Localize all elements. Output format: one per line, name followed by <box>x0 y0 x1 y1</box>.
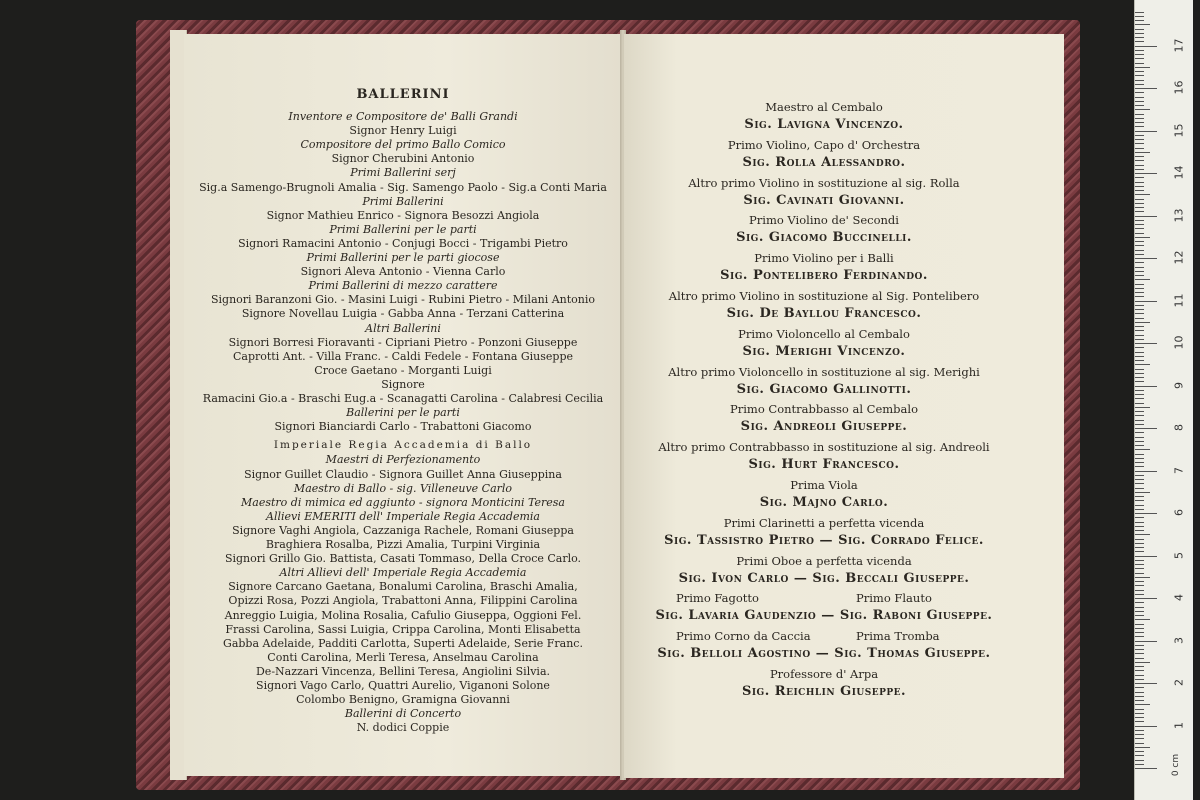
ruler-tick <box>1135 590 1144 591</box>
ruler-tick <box>1135 250 1144 251</box>
ruler-number: 14 <box>1172 165 1186 180</box>
roster-line: Signori Borresi Fioravanti - Cipriani Pietro - Ponzoni Giuseppe <box>228 335 578 349</box>
ruler-tick <box>1135 462 1144 463</box>
section-heading: Maestro di mimica ed aggiunto - signora Monticini Teresa <box>241 495 565 509</box>
ruler-tick <box>1135 437 1144 438</box>
ruler-tick <box>1135 364 1150 365</box>
ruler-tick <box>1135 262 1144 263</box>
orchestra-role: Primo Violino, Capo d' Orchestra <box>727 137 921 152</box>
ruler-number: 8 <box>1172 424 1186 431</box>
section-heading: Primi Ballerini per le parti giocose <box>306 251 500 264</box>
orchestra-role: Maestro al Cembalo <box>765 100 883 114</box>
ruler-tick <box>1135 182 1144 183</box>
ruler-tick <box>1135 173 1157 174</box>
ruler-tick <box>1135 275 1144 276</box>
ruler-tick <box>1135 398 1144 399</box>
ruler-tick <box>1135 760 1144 761</box>
ruler-tick <box>1135 143 1144 144</box>
section-heading: Inventore e Compositore de' Balli Grandi <box>288 110 518 123</box>
ruler-tick <box>1135 322 1150 323</box>
ruler-tick <box>1135 356 1144 357</box>
ruler-number: 9 <box>1172 381 1186 389</box>
ruler-tick <box>1135 632 1144 633</box>
ruler-tick <box>1135 743 1144 744</box>
ruler-tick <box>1135 169 1144 170</box>
ruler-tick <box>1135 403 1144 404</box>
orchestra-role: Altro primo Violoncello in sostituzione al sig. Merighi <box>668 364 980 379</box>
roster-line: Croce Gaetano - Morganti Luigi <box>314 363 492 377</box>
ruler-tick <box>1135 517 1144 518</box>
ruler-tick <box>1135 92 1144 93</box>
ruler-tick <box>1135 479 1144 480</box>
ruler-tick <box>1135 67 1150 68</box>
ruler-number: 6 <box>1172 509 1186 516</box>
ruler-tick <box>1135 692 1144 693</box>
ruler-tick <box>1135 662 1150 663</box>
ruler-tick <box>1135 75 1144 76</box>
ruler-tick <box>1135 420 1144 421</box>
ruler-number: 16 <box>1172 80 1186 95</box>
ruler-tick <box>1135 233 1144 234</box>
ruler-tick <box>1135 721 1144 722</box>
orchestra-member: Sig. De Bayllou Francesco. <box>726 306 922 321</box>
section-heading: Primi Ballerini per le parti <box>329 222 477 236</box>
roster-line: Signori Bianciardi Carlo - Trabattoni Giacomo <box>274 420 532 434</box>
ruler-number: 1 <box>1172 721 1186 729</box>
ruler-tick <box>1135 432 1144 433</box>
ruler-tick <box>1135 352 1144 353</box>
ruler-tick <box>1135 386 1157 387</box>
ruler-tick <box>1135 37 1144 38</box>
ruler-tick <box>1135 199 1144 200</box>
ruler-tick <box>1135 97 1144 98</box>
measurement-ruler <box>1134 0 1193 800</box>
orchestra-role: Primo Fagotto <box>676 591 759 606</box>
roster-line: Signori Aleva Antonio - Vienna Carlo <box>300 265 506 279</box>
ruler-tick <box>1135 619 1150 620</box>
ruler-tick <box>1135 471 1157 472</box>
ruler-tick <box>1135 373 1144 374</box>
ruler-tick <box>1135 309 1144 310</box>
ruler-tick <box>1135 670 1144 671</box>
roster-line: Gabba Adelaide, Padditi Carlotta, Superti Adelaide, Serie Franc. <box>223 636 583 650</box>
ruler-tick <box>1135 339 1144 340</box>
ruler-tick <box>1135 152 1150 153</box>
ruler-tick <box>1135 279 1150 280</box>
ruler-tick <box>1135 305 1144 306</box>
roster-line: Signori Grillo Gio. Battista, Casati Tommaso, Della Croce Carlo. <box>224 552 582 566</box>
orchestra-member: Sig. Reichlin Giuseppe. <box>741 684 907 699</box>
ruler-tick <box>1135 267 1144 268</box>
ruler-tick <box>1135 428 1157 429</box>
roster-line: Signore Carcano Gaetana, Bonalumi Carolina, Braschi Amalia, <box>228 580 578 594</box>
ruler-tick <box>1135 458 1144 459</box>
roster-line: Braghiera Rosalba, Pizzi Amalia, Turpini Virginia <box>265 538 541 551</box>
orchestra-role: Prima Viola <box>790 478 858 492</box>
roster-line: Signori Vago Carlo, Quattri Aurelio, Viganoni Solone <box>256 679 550 692</box>
ruler-tick <box>1135 101 1144 102</box>
ruler-tick <box>1135 449 1150 450</box>
ruler-tick <box>1135 211 1144 212</box>
ruler-tick <box>1135 581 1144 582</box>
ruler-tick <box>1135 666 1144 667</box>
ruler-tick <box>1135 751 1144 752</box>
ruler-tick <box>1135 301 1157 302</box>
orchestra-member: Sig. Pontelibero Ferdinando. <box>720 268 928 284</box>
ruler-tick <box>1135 284 1144 285</box>
ruler-tick <box>1135 687 1144 688</box>
roster-line: Ramacini Gio.a - Braschi Eug.a - Scanagatti Carolina - Calabresi Cecilia <box>202 392 604 405</box>
ruler-number: 13 <box>1172 208 1186 222</box>
academy-heading: Imperiale Regia Accademia di Ballo <box>273 439 533 452</box>
roster-line: Frassi Carolina, Sassi Luigia, Crippa Carolina, Monti Elisabetta <box>225 622 581 636</box>
ruler-tick <box>1135 530 1144 531</box>
ruler-tick <box>1135 696 1144 697</box>
ruler-tick <box>1135 194 1150 195</box>
ruler-tick <box>1135 135 1144 136</box>
ruler-tick <box>1135 755 1144 756</box>
ruler-tick <box>1135 488 1144 489</box>
section-heading: Compositore del primo Ballo Comico <box>300 138 506 152</box>
ruler-tick <box>1135 118 1144 119</box>
orchestra-member: Sig. Giacomo Buccinelli. <box>736 230 912 246</box>
ruler-tick <box>1135 288 1144 289</box>
ruler-tick <box>1135 628 1144 629</box>
ruler-number: 4 <box>1172 594 1186 601</box>
orchestra-role: Professore d' Arpa <box>769 667 879 681</box>
orchestra-role: Primo Violino de' Secondi <box>749 213 899 228</box>
ruler-tick <box>1135 58 1144 59</box>
roster-line: Signor Guillet Claudio - Signora Guillet Anna Giuseppina <box>244 467 562 481</box>
section-heading: Allievi EMERITI dell' Imperiale Regia Accademia <box>266 509 540 523</box>
orchestra-member: Sig. Lavaria Gaudenzio — Sig. Raboni Giuseppe. <box>655 608 993 624</box>
ruler-tick <box>1135 726 1157 727</box>
ruler-tick <box>1135 543 1144 544</box>
ruler-tick <box>1135 165 1144 166</box>
ruler-tick <box>1135 122 1144 123</box>
roster-line: Signor Henry Luigi <box>349 124 457 138</box>
roster-line: Colombo Benigno, Gramigna Giovanni <box>296 693 510 707</box>
ruler-tick <box>1135 730 1144 731</box>
ruler-tick <box>1135 607 1144 608</box>
ruler-tick <box>1135 313 1144 314</box>
ruler-tick <box>1135 203 1144 204</box>
ruler-tick <box>1135 190 1144 191</box>
ruler-tick <box>1135 466 1144 467</box>
ruler-number: 17 <box>1172 38 1186 52</box>
ruler-tick <box>1135 46 1157 47</box>
orchestra-role: Primo Violino per i Balli <box>754 251 894 266</box>
ruler-tick <box>1135 237 1150 238</box>
section-heading: Altri Ballerini <box>365 321 441 335</box>
orchestra-role: Primo Violoncello al Cembalo <box>738 326 910 341</box>
ruler-tick <box>1135 347 1144 348</box>
orchestra-member: Sig. Belloli Agostino — Sig. Thomas Giuseppe. <box>657 646 991 662</box>
ruler-tick <box>1135 445 1144 446</box>
orchestra-member: Sig. Hurt Francesco. <box>748 457 900 473</box>
ruler-tick <box>1135 377 1144 378</box>
ruler-tick <box>1135 29 1144 30</box>
ruler-tick <box>1135 611 1144 612</box>
ruler-tick <box>1135 598 1157 599</box>
roster-line: Signor Mathieu Enrico - Signora Besozzi Angiola <box>266 208 540 222</box>
section-heading: Primi Ballerini serj <box>350 166 456 180</box>
ruler-number: 5 <box>1172 551 1186 559</box>
section-heading: Maestri di Perfezionamento <box>325 453 481 467</box>
orchestra-member: Sig. Majno Carlo. <box>759 495 889 510</box>
ruler-tick <box>1135 71 1144 72</box>
ruler-tick <box>1135 224 1144 225</box>
ruler-tick <box>1135 390 1144 391</box>
ruler-tick <box>1135 50 1144 51</box>
ruler-tick <box>1135 105 1144 106</box>
roster-line: Signore <box>381 377 425 391</box>
ruler-tick <box>1135 271 1144 272</box>
ruler-tick <box>1135 296 1144 297</box>
ruler-number: 15 <box>1172 123 1186 137</box>
orchestra-member: Sig. Lavigna Vincenzo. <box>744 117 904 132</box>
orchestra-role: Primo Flauto <box>856 591 932 606</box>
ruler-tick <box>1135 679 1144 680</box>
ruler-tick <box>1135 335 1144 336</box>
ruler-tick <box>1135 126 1144 127</box>
ruler-tick <box>1135 292 1144 293</box>
roster-line: Signore Novellau Luigia - Gabba Anna - Terzani Catterina <box>241 307 565 321</box>
ruler-tick <box>1135 513 1157 514</box>
ruler-tick <box>1135 148 1144 149</box>
ruler-tick <box>1135 526 1144 527</box>
ruler-tick <box>1135 114 1144 115</box>
ruler-tick <box>1135 547 1144 548</box>
ruler-tick <box>1135 20 1144 21</box>
roster-line: Conti Carolina, Merli Teresa, Anselmau Carolina <box>267 650 539 664</box>
ruler-tick <box>1135 63 1144 64</box>
orchestra-member: Sig. Merighi Vincenzo. <box>742 343 906 359</box>
ruler-tick <box>1135 156 1144 157</box>
roster-line: Signor Cherubini Antonio <box>331 152 475 166</box>
ruler-tick <box>1135 441 1144 442</box>
ruler-tick <box>1135 254 1144 255</box>
ruler-tick <box>1135 318 1144 319</box>
orchestra-role: Altro primo Contrabbasso in sostituzione al sig. Andreoli <box>658 440 990 455</box>
ruler-tick <box>1135 360 1144 361</box>
section-heading: Ballerini di Concerto <box>344 707 462 721</box>
ruler-tick <box>1135 41 1144 42</box>
ruler-tick <box>1135 738 1144 739</box>
ruler-tick <box>1135 539 1144 540</box>
roster-line: Anreggio Luigia, Molina Rosalia, Cafulio Giuseppa, Oggioni Fel. <box>224 608 582 622</box>
section-heading: Altri Allievi dell' Imperiale Regia Accademia <box>279 566 527 580</box>
ruler-tick <box>1135 245 1144 246</box>
section-heading: Maestro di Ballo - sig. Villeneuve Carlo <box>293 481 513 495</box>
ruler-tick <box>1135 700 1144 701</box>
ruler-tick <box>1135 500 1144 501</box>
ruler-tick <box>1135 577 1150 578</box>
ruler-tick <box>1135 747 1150 748</box>
ruler-tick <box>1135 560 1144 561</box>
ruler-tick <box>1135 220 1144 221</box>
ruler-tick <box>1135 381 1144 382</box>
orchestra-role: Primi Clarinetti a perfetta vicenda <box>723 515 925 530</box>
ruler-tick <box>1135 80 1144 81</box>
roster-line: Sig.a Samengo-Brugnoli Amalia - Sig. Samengo Paolo - Sig.a Conti Maria <box>199 180 607 194</box>
roster-line: Caprotti Ant. - Villa Franc. - Caldi Fedele - Fontana Giuseppe <box>232 349 574 363</box>
ruler-tick <box>1135 369 1144 370</box>
ruler-tick <box>1135 522 1144 523</box>
ruler-tick <box>1135 641 1157 642</box>
ruler-tick <box>1135 645 1144 646</box>
ruler-tick <box>1135 24 1150 25</box>
ruler-tick <box>1135 594 1144 595</box>
ruler-tick <box>1135 704 1150 705</box>
ruler-tick <box>1135 207 1144 208</box>
ruler-tick <box>1135 534 1150 535</box>
ruler-tick <box>1135 568 1144 569</box>
orchestra-member: Sig. Ivon Carlo — Sig. Beccali Giuseppe. <box>678 570 970 586</box>
ruler-tick <box>1135 407 1150 408</box>
ruler-tick <box>1135 160 1144 161</box>
ruler-tick <box>1135 54 1144 55</box>
ruler-tick <box>1135 683 1157 684</box>
ruler-tick <box>1135 658 1144 659</box>
ruler-tick <box>1135 492 1150 493</box>
ruler-tick <box>1135 241 1144 242</box>
ruler-tick <box>1135 509 1144 510</box>
ruler-tick <box>1135 330 1144 331</box>
ruler-tick <box>1135 88 1157 89</box>
roster-line: Signore Vaghi Angiola, Cazzaniga Rachele, Romani Giuseppa <box>232 523 574 537</box>
orchestra-member: Sig. Andreoli Giuseppe. <box>740 419 908 435</box>
orchestra-role: Primo Corno da Caccia <box>676 629 811 644</box>
page-title: BALLERINI <box>356 87 450 102</box>
ruler-number: 10 <box>1172 335 1186 350</box>
roster-line: Signori Ramacini Antonio - Conjugi Bocci - Trigambi Pietro <box>238 236 568 250</box>
ruler-tick <box>1135 636 1144 637</box>
right-page <box>624 34 1064 778</box>
ruler-number: 2 <box>1172 679 1186 686</box>
ruler-tick <box>1135 483 1144 484</box>
section-heading: Primi Ballerini <box>362 194 444 208</box>
ruler-tick <box>1135 177 1144 178</box>
ruler-tick <box>1135 505 1144 506</box>
ruler-tick <box>1135 12 1144 13</box>
section-heading: Primi Ballerini di mezzo carattere <box>308 279 498 293</box>
orchestra-member: Sig. Tassistro Pietro — Sig. Corrado Felice. <box>664 532 984 548</box>
roster-line: Signori Baranzoni Gio. - Masini Luigi - Rubini Pietro - Milani Antonio <box>210 293 596 307</box>
ruler-tick <box>1135 602 1144 603</box>
ruler-tick <box>1135 551 1144 552</box>
orchestra-role: Prima Tromba <box>856 629 940 644</box>
orchestra-member: Sig. Rolla Alessandro. <box>742 154 906 170</box>
ruler-tick <box>1135 411 1144 412</box>
roster-line: Opizzi Rosa, Pozzi Angiola, Trabattoni Anna, Filippini Carolina <box>228 594 578 608</box>
ruler-tick <box>1135 624 1144 625</box>
ruler-tick <box>1135 139 1144 140</box>
ruler-tick <box>1135 556 1157 557</box>
ruler-tick <box>1135 475 1144 476</box>
ruler-tick <box>1135 326 1144 327</box>
ruler-tick <box>1135 109 1150 110</box>
ruler-tick <box>1135 216 1157 217</box>
ruler-tick <box>1135 84 1144 85</box>
ruler-tick <box>1135 717 1144 718</box>
ruler-number: 12 <box>1172 250 1186 265</box>
ruler-tick <box>1135 564 1144 565</box>
ruler-tick <box>1135 615 1144 616</box>
ruler-tick <box>1135 713 1144 714</box>
ruler-number: 7 <box>1172 466 1186 474</box>
ruler-tick <box>1135 675 1144 676</box>
ruler-tick <box>1135 454 1144 455</box>
ruler-tick <box>1135 415 1144 416</box>
ruler-tick <box>1135 424 1144 425</box>
left-page <box>184 34 622 776</box>
ruler-tick <box>1135 16 1144 17</box>
ruler-tick <box>1135 258 1157 259</box>
section-heading: Ballerini per le parti <box>346 406 460 420</box>
ruler-tick <box>1135 734 1144 735</box>
ruler-tick <box>1135 228 1144 229</box>
ruler-tick <box>1135 394 1144 395</box>
ruler-number: 11 <box>1172 293 1186 307</box>
orchestra-member: Sig. Giacomo Gallinotti. <box>736 381 912 397</box>
ruler-tick <box>1135 33 1144 34</box>
ruler-tick <box>1135 343 1157 344</box>
ruler-tick <box>1135 573 1144 574</box>
orchestra-role: Altro primo Violino in sostituzione al sig. Rolla <box>688 175 960 190</box>
orchestra-role: Altro primo Violino in sostituzione al Sig. Pontelibero <box>668 289 980 303</box>
ruler-tick <box>1135 768 1157 769</box>
ruler-tick <box>1135 131 1157 132</box>
roster-line: N. dodici Coppie <box>356 721 450 735</box>
ruler-tick <box>1135 649 1144 650</box>
ruler-tick <box>1135 496 1144 497</box>
ruler-tick <box>1135 709 1144 710</box>
orchestra-role: Primi Oboe a perfetta vicenda <box>736 553 912 568</box>
ruler-tick <box>1135 186 1144 187</box>
ruler-tick <box>1135 585 1144 586</box>
ruler-tick <box>1135 653 1144 654</box>
ruler-tick <box>1135 764 1144 765</box>
orchestra-member: Sig. Cavinati Giovanni. <box>743 192 905 208</box>
orchestra-role: Primo Contrabbasso al Cembalo <box>730 402 918 417</box>
ruler-number: 3 <box>1172 636 1186 644</box>
ruler-unit-label: 0 cm <box>1171 753 1182 777</box>
roster-line: De-Nazzari Vincenza, Bellini Teresa, Angiolini Silvia. <box>255 664 551 678</box>
